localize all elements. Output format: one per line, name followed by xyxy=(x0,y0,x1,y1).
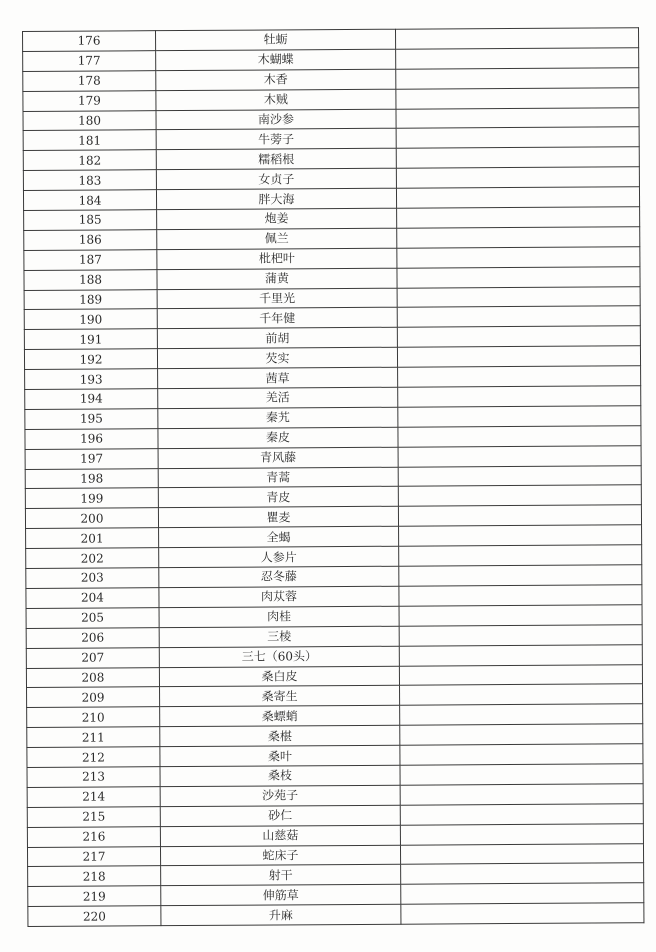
empty-cell xyxy=(396,187,639,208)
herb-name-cell: 人参片 xyxy=(159,546,399,567)
empty-cell xyxy=(398,406,641,427)
row-number-cell: 188 xyxy=(24,269,157,290)
empty-cell xyxy=(400,823,643,844)
row-number-cell: 217 xyxy=(27,846,160,867)
empty-cell xyxy=(396,147,639,168)
herb-name-cell: 砂仁 xyxy=(160,805,400,826)
empty-cell xyxy=(397,227,640,248)
herb-name-cell: 千里光 xyxy=(157,288,397,309)
row-number-cell: 200 xyxy=(25,508,158,529)
row-number-cell: 185 xyxy=(24,210,157,231)
row-number-cell: 198 xyxy=(25,468,158,489)
herb-name-cell: 伸筋草 xyxy=(161,884,401,905)
herb-name-cell: 桑叶 xyxy=(160,745,400,766)
empty-cell xyxy=(395,28,638,49)
empty-cell xyxy=(400,724,643,745)
table-row xyxy=(28,903,644,927)
empty-cell xyxy=(397,266,640,287)
row-number-cell: 201 xyxy=(26,528,159,549)
herb-list-table xyxy=(22,27,644,927)
empty-cell xyxy=(400,764,643,785)
row-number-cell: 191 xyxy=(24,329,157,350)
empty-cell xyxy=(399,624,642,645)
herb-name-cell: 秦皮 xyxy=(158,427,398,448)
table-body xyxy=(23,28,644,927)
herb-name-cell: 三七（60头） xyxy=(159,646,399,667)
herb-name-cell: 佩兰 xyxy=(157,228,397,249)
empty-cell xyxy=(397,346,640,367)
row-number-cell: 216 xyxy=(27,826,160,847)
empty-cell xyxy=(398,386,641,407)
herb-name-cell: 瞿麦 xyxy=(158,507,398,528)
herb-name-cell: 胖大海 xyxy=(156,188,396,209)
herb-name-cell: 女贞子 xyxy=(156,168,396,189)
empty-cell xyxy=(400,744,643,765)
herb-name-cell: 木贼 xyxy=(156,89,396,110)
empty-cell xyxy=(399,525,642,546)
empty-cell xyxy=(399,664,642,685)
herb-name-cell: 木香 xyxy=(156,69,396,90)
herb-name-cell: 南沙参 xyxy=(156,109,396,130)
herb-name-cell: 青蒿 xyxy=(158,467,398,488)
row-number-cell: 197 xyxy=(25,448,158,469)
row-number-cell: 208 xyxy=(26,667,159,688)
herb-name-cell: 三棱 xyxy=(159,626,399,647)
row-number-cell: 182 xyxy=(23,150,156,171)
empty-cell xyxy=(398,505,641,526)
herb-name-cell: 炮姜 xyxy=(157,208,397,229)
row-number-cell: 205 xyxy=(26,608,159,629)
herb-name-cell: 牛蒡子 xyxy=(156,129,396,150)
row-number-cell: 196 xyxy=(25,428,158,449)
row-number-cell: 214 xyxy=(27,787,160,808)
herb-name-cell: 蒲黄 xyxy=(157,268,397,289)
herb-name-cell: 桑椹 xyxy=(160,725,400,746)
row-number-cell: 218 xyxy=(28,866,161,887)
empty-cell xyxy=(398,426,641,447)
herb-name-cell: 蛇床子 xyxy=(160,845,400,866)
herb-name-cell: 木蝴蝶 xyxy=(156,49,396,70)
empty-cell xyxy=(397,306,640,327)
row-number-cell: 187 xyxy=(24,249,157,270)
row-number-cell: 195 xyxy=(25,409,158,430)
empty-cell xyxy=(398,445,641,466)
herb-name-cell: 前胡 xyxy=(157,328,397,349)
empty-cell xyxy=(396,87,639,108)
empty-cell xyxy=(401,863,644,884)
empty-cell xyxy=(401,883,644,904)
row-number-cell: 176 xyxy=(23,31,156,52)
herb-name-cell: 沙苑子 xyxy=(160,785,400,806)
row-number-cell: 204 xyxy=(26,588,159,609)
empty-cell xyxy=(400,843,643,864)
herb-name-cell: 山慈菇 xyxy=(160,825,400,846)
row-number-cell: 190 xyxy=(24,309,157,330)
herb-name-cell: 青皮 xyxy=(158,487,398,508)
row-number-cell: 209 xyxy=(27,687,160,708)
herb-name-cell: 千年健 xyxy=(157,308,397,329)
empty-cell xyxy=(397,207,640,228)
row-number-cell: 183 xyxy=(23,170,156,191)
herb-name-cell: 肉桂 xyxy=(159,606,399,627)
empty-cell xyxy=(399,565,642,586)
herb-name-cell: 忍冬藤 xyxy=(159,566,399,587)
row-number-cell: 206 xyxy=(26,627,159,648)
empty-cell xyxy=(396,107,639,128)
empty-cell xyxy=(400,784,643,805)
herb-name-cell: 羌活 xyxy=(158,387,398,408)
row-number-cell: 207 xyxy=(26,647,159,668)
empty-cell xyxy=(398,465,641,486)
row-number-cell: 212 xyxy=(27,747,160,768)
row-number-cell: 199 xyxy=(25,488,158,509)
herb-name-cell: 芡实 xyxy=(157,347,397,368)
row-number-cell: 192 xyxy=(24,349,157,370)
herb-name-cell: 升麻 xyxy=(161,904,401,925)
empty-cell xyxy=(397,247,640,268)
herb-name-cell: 射干 xyxy=(161,865,401,886)
empty-cell xyxy=(396,68,639,89)
empty-cell xyxy=(396,167,639,188)
herb-name-cell: 全蝎 xyxy=(159,526,399,547)
empty-cell xyxy=(399,545,642,566)
herb-name-cell: 桑枝 xyxy=(160,765,400,786)
row-number-cell: 178 xyxy=(23,70,156,91)
herb-name-cell: 桑寄生 xyxy=(160,686,400,707)
row-number-cell: 181 xyxy=(23,130,156,151)
row-number-cell: 203 xyxy=(26,568,159,589)
empty-cell xyxy=(397,326,640,347)
herb-name-cell: 秦艽 xyxy=(158,407,398,428)
empty-cell xyxy=(396,48,639,69)
herb-name-cell: 枇杷叶 xyxy=(157,248,397,269)
row-number-cell: 213 xyxy=(27,767,160,788)
empty-cell xyxy=(396,127,639,148)
empty-cell xyxy=(398,366,641,387)
row-number-cell: 189 xyxy=(24,289,157,310)
row-number-cell: 179 xyxy=(23,90,156,111)
empty-cell xyxy=(400,704,643,725)
herb-name-cell: 青风藤 xyxy=(158,447,398,468)
herb-name-cell: 茜草 xyxy=(158,367,398,388)
row-number-cell: 219 xyxy=(28,886,161,907)
herb-name-cell: 糯稻根 xyxy=(156,149,396,170)
herb-name-cell: 肉苁蓉 xyxy=(159,586,399,607)
row-number-cell: 186 xyxy=(24,230,157,251)
herb-name-cell: 牡蛎 xyxy=(156,29,396,50)
empty-cell xyxy=(399,644,642,665)
herb-name-cell: 桑螵蛸 xyxy=(160,705,400,726)
row-number-cell: 210 xyxy=(27,707,160,728)
empty-cell xyxy=(399,605,642,626)
herb-name-cell: 桑白皮 xyxy=(159,666,399,687)
row-number-cell: 193 xyxy=(25,369,158,390)
row-number-cell: 220 xyxy=(28,906,161,927)
row-number-cell: 177 xyxy=(23,51,156,72)
row-number-cell: 215 xyxy=(27,806,160,827)
empty-cell xyxy=(401,903,644,924)
empty-cell xyxy=(400,803,643,824)
empty-cell xyxy=(397,286,640,307)
row-number-cell: 211 xyxy=(27,727,160,748)
empty-cell xyxy=(400,684,643,705)
row-number-cell: 180 xyxy=(23,110,156,131)
row-number-cell: 194 xyxy=(25,389,158,410)
row-number-cell: 184 xyxy=(23,190,156,211)
empty-cell xyxy=(399,585,642,606)
row-number-cell: 202 xyxy=(26,548,159,569)
empty-cell xyxy=(398,485,641,506)
